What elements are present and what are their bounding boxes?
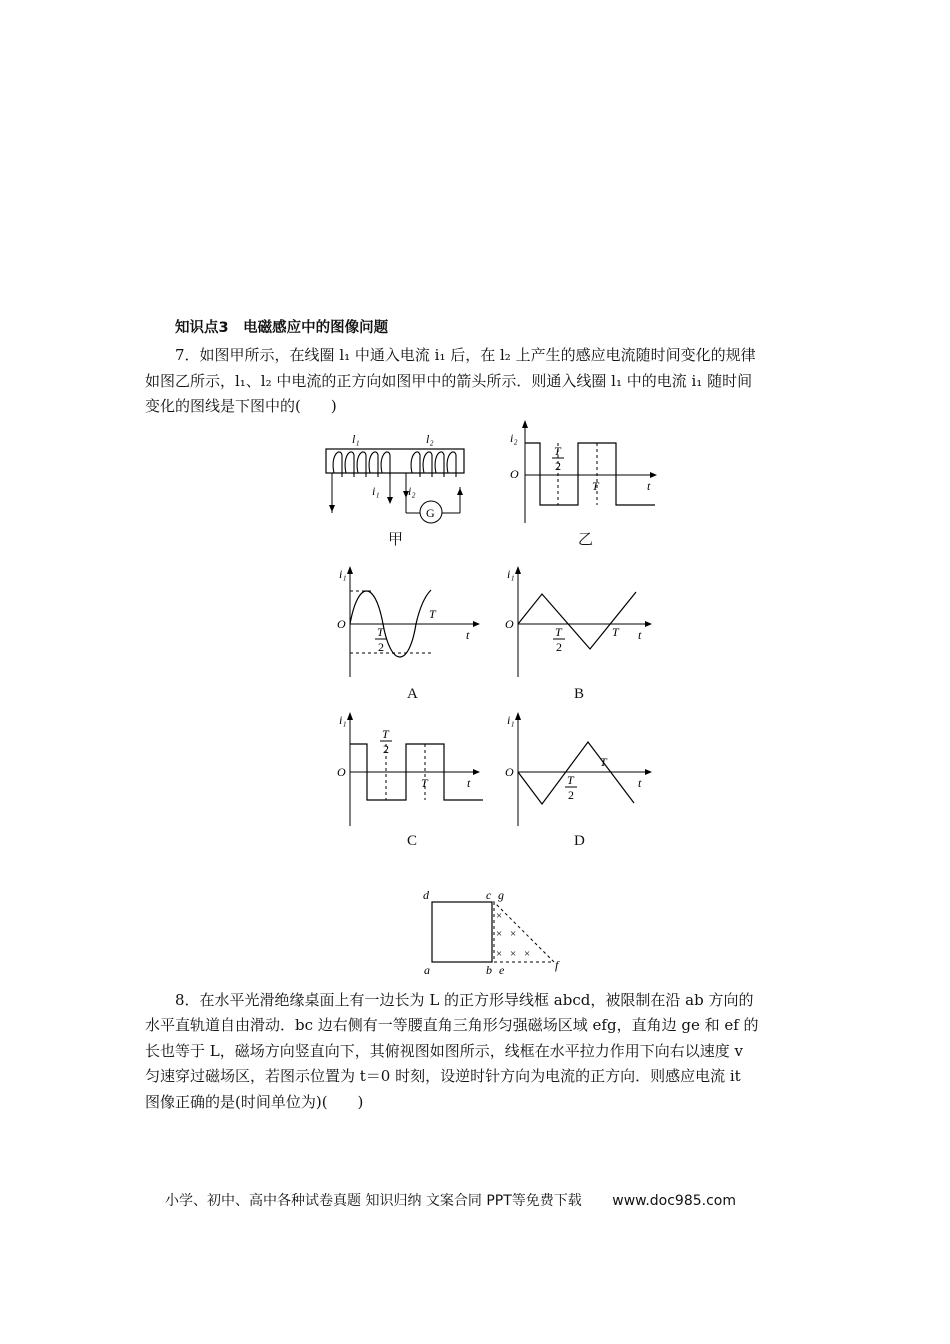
svg-text:×: ×: [510, 948, 517, 960]
section-heading: 知识点3 电磁感应中的图像问题: [175, 320, 389, 336]
d-half-den: 2: [568, 788, 574, 802]
yi-period: T: [592, 479, 599, 493]
svg-text:×: ×: [496, 928, 503, 940]
c-half-num: T: [382, 727, 389, 741]
c-ylabel: i₁: [339, 713, 347, 727]
a-xlabel: t: [466, 628, 470, 642]
b-ylabel: i₁: [507, 567, 515, 581]
a-origin: O: [337, 617, 346, 631]
figure-yi-graph: [500, 418, 665, 530]
c-period: T: [421, 776, 428, 790]
b-origin: O: [505, 617, 514, 631]
q8-line-4: 匀速穿过磁场区，若图示位置为 t＝0 时刻，设逆时针方向为电流的正方向．则感应电流 it: [145, 1067, 741, 1085]
caption-b: B: [574, 686, 585, 702]
svg-text:×: ×: [524, 948, 531, 960]
a-half-num: T: [377, 625, 384, 639]
footer-url[interactable]: www.doc985.com: [612, 1193, 736, 1209]
q8-line-2: 水平直轨道自由滑动．bc 边右侧有一等腰直角三角形匀强磁场区域 efg，直角边 ge 和 ef 的: [145, 1016, 759, 1034]
d-ylabel: i₁: [507, 713, 515, 727]
vertex-g: g: [498, 888, 504, 902]
d-period: T: [600, 755, 607, 769]
label-l2: l₂: [426, 432, 434, 446]
caption-jia: 甲: [388, 532, 404, 548]
yi-ylabel: i₂: [510, 431, 518, 445]
caption-c: C: [407, 833, 418, 849]
option-b-graph: [500, 562, 660, 682]
q7-line-1: 7．如图甲所示，在线圈 l₁ 中通入电流 i₁ 后，在 l₂ 上产生的感应电流随时间变化的规律: [175, 346, 756, 364]
d-half-num: T: [567, 773, 574, 787]
q8-line-1: 8．在水平光滑绝缘桌面上有一边长为 L 的正方形导线框 abcd，被限制在沿 ab 方向的: [175, 991, 754, 1009]
q8-line-5: 图像正确的是(时间单位为)( ): [145, 1093, 364, 1111]
b-period: T: [612, 625, 619, 639]
vertex-a: a: [424, 963, 430, 977]
label-i2: i₂: [408, 484, 416, 498]
q7-line-3: 变化的图线是下图中的( ): [145, 397, 337, 415]
svg-text:×: ×: [510, 928, 517, 940]
b-xlabel: t: [638, 628, 642, 642]
d-origin: O: [505, 765, 514, 779]
vertex-f: f: [555, 958, 559, 972]
a-period: T: [429, 607, 436, 621]
yi-xlabel: t: [647, 479, 651, 493]
d-xlabel: t: [638, 776, 642, 790]
q7-line-2: 如图乙所示，l₁、l₂ 中电流的正方向如图甲中的箭头所示．则通入线圈 l₁ 中的电流 i₁ 随时间: [145, 372, 753, 390]
a-ylabel: i₁: [339, 567, 347, 581]
label-l1: l₁: [352, 432, 360, 446]
svg-text:×: ×: [496, 910, 503, 922]
q8-figure: [418, 885, 568, 977]
a-half-den: 2: [378, 640, 384, 654]
option-c-graph: [333, 708, 493, 830]
galvanometer-label: G: [426, 506, 435, 520]
field-marks: [496, 910, 530, 960]
label-i1: i₁: [372, 484, 380, 498]
vertex-d: d: [423, 888, 429, 902]
b-half-den: 2: [556, 640, 562, 654]
caption-yi: 乙: [578, 532, 594, 548]
option-a-graph: [333, 562, 488, 682]
yi-half-den: 2: [555, 459, 561, 473]
yi-origin: O: [510, 467, 519, 481]
svg-text:×: ×: [496, 948, 503, 960]
c-xlabel: t: [467, 776, 471, 790]
vertex-e: e: [499, 963, 505, 977]
c-origin: O: [337, 765, 346, 779]
b-half-num: T: [555, 625, 562, 639]
footer-text: 小学、初中、高中各种试卷真题 知识归纳 文案合同 PPT等免费下载: [165, 1193, 582, 1209]
q8-line-3: 长也等于 L，磁场方向竖直向下，其俯视图如图所示，线框在水平拉力作用下向右以速度 v: [145, 1042, 743, 1060]
c-half-den: 2: [383, 742, 389, 756]
option-d-graph: [500, 708, 660, 830]
vertex-b: b: [486, 963, 492, 977]
footer: [165, 1190, 736, 1210]
caption-d: D: [574, 833, 585, 849]
figure-jia-coils: [320, 425, 470, 525]
yi-half-num: T: [554, 444, 561, 458]
vertex-c: c: [486, 888, 492, 902]
caption-a: A: [407, 686, 418, 702]
